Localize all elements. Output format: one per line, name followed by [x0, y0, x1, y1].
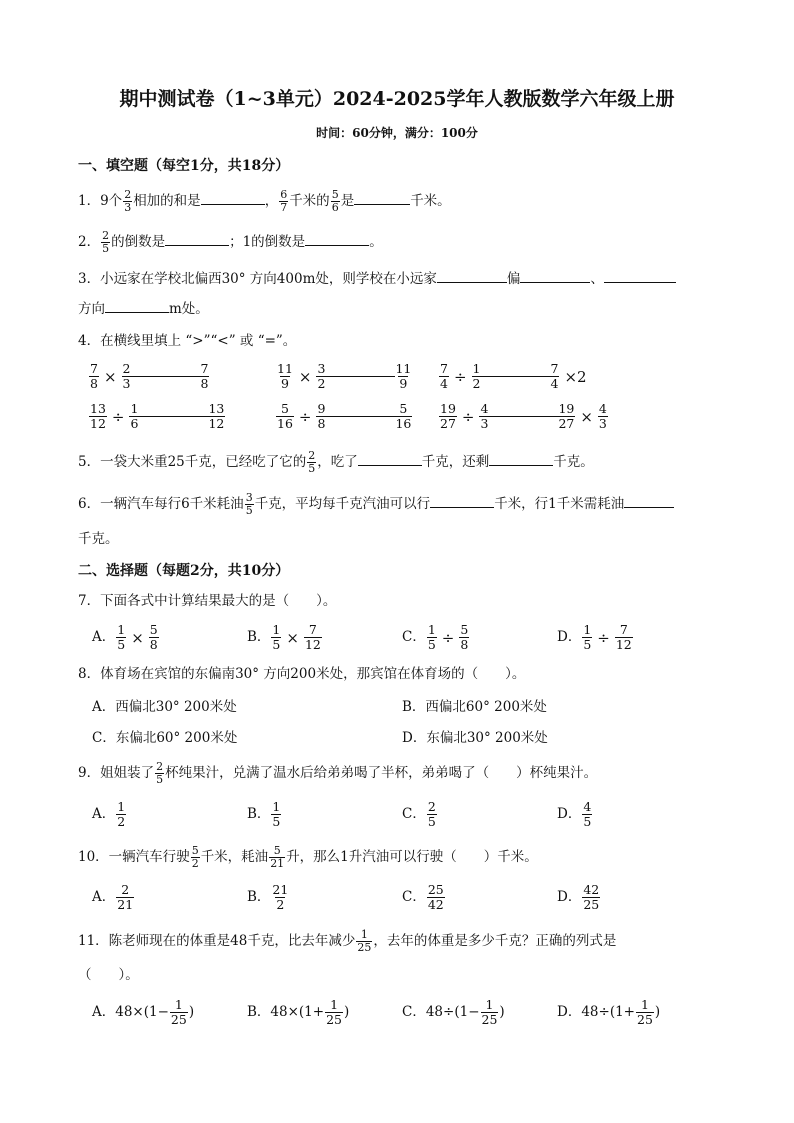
compare-item: $\frac{7}{4}$ ÷ $\frac{1}{2}$ $\frac{7}{4}$ ×2	[440, 361, 587, 391]
fraction: $\frac{7}{8}$	[90, 361, 98, 391]
question-6-cont: 千克。	[78, 531, 119, 547]
question-5: 5．一袋大米重25千克，已经吃了它的 $\frac{2}{5}$ ，吃了 千克，还剩 千克。	[78, 449, 594, 475]
question-8: 8．体育场在宾馆的东偏南30° 方向200米处，那宾馆在体育场的（ ）。	[78, 666, 526, 682]
fraction: $\frac{2}{5}$	[156, 760, 164, 786]
fraction: $\frac{2}{3}$	[124, 188, 132, 214]
choice-option[interactable]: C．东偏北60° 200米处	[92, 730, 238, 746]
question-9: 9．姐姐装了 $\frac{2}{5}$ 杯纯果汁，兑满了温水后给弟弟喝了半杯，弟弟喝了（ ）杯纯果汁。	[78, 760, 598, 786]
fraction: $\frac{2}{21}$	[117, 882, 134, 912]
choice-option[interactable]: D．东偏北30° 200米处	[402, 730, 548, 746]
compare-item: $\frac{19}{27}$ ÷ $\frac{4}{3}$ $\frac{19}{27}$ × $\frac{4}{3}$	[440, 401, 607, 431]
fraction: $\frac{5}{16}$	[395, 401, 412, 431]
section-fill-in: 一、填空题（每空1分，共18分）	[78, 158, 290, 174]
fraction: $\frac{2}{5}$	[427, 799, 436, 829]
question-10: 10．一辆汽车行驶 $\frac{5}{2}$ 千米，耗油 $\frac{5}{21}$ 升，那么1升汽油可以行驶（ ）千米。	[78, 844, 538, 870]
fraction: $\frac{19}{27}$	[440, 401, 456, 431]
choice-option[interactable]: D． $\frac{4}{5}$	[557, 799, 592, 829]
compare-blank[interactable]	[130, 376, 200, 377]
fraction: $\frac{4}{5}$	[583, 799, 592, 829]
answer-blank[interactable]	[437, 268, 507, 283]
choice-option[interactable]: D．48÷(1+ $\frac{1}{25}$ )	[557, 997, 661, 1027]
fraction: $\frac{4}{3}$	[480, 401, 489, 431]
answer-blank[interactable]	[604, 268, 676, 283]
fraction: $\frac{1}{5}$	[272, 799, 281, 829]
choice-option[interactable]: C．48÷(1− $\frac{1}{25}$ )	[402, 997, 505, 1027]
question-7: 7．下面各式中计算结果最大的是（ ）。	[78, 593, 337, 609]
fraction: $\frac{42}{25}$	[583, 882, 600, 912]
choice-option[interactable]: A． $\frac{2}{21}$	[92, 882, 134, 912]
question-6: 6．一辆汽车每行6千米耗油 $\frac{3}{5}$ 千克，平均每千克汽油可以行 千米，行1千米需耗油	[78, 492, 674, 517]
fraction: $\frac{2}{3}$	[122, 361, 131, 391]
choice-option[interactable]: B．西偏北60° 200米处	[402, 699, 547, 715]
fraction: $\frac{1}{25}$	[357, 928, 372, 954]
page-title: 期中测试卷（1~3单元）2024-2025学年人教版数学六年级上册	[119, 88, 675, 110]
compare-item: $\frac{13}{12}$ ÷ $\frac{1}{6}$ $\frac{13}{12}$	[90, 401, 225, 431]
fraction: $\frac{5}{6}$	[331, 188, 339, 214]
question-4: 4．在横线里填上 “>”“<” 或 “=”。	[78, 333, 297, 349]
choice-option[interactable]: A． $\frac{1}{2}$	[92, 799, 126, 829]
answer-blank[interactable]	[520, 268, 590, 283]
fraction: $\frac{19}{27}$	[558, 401, 575, 431]
fraction: $\frac{7}{8}$	[200, 361, 209, 391]
fraction: $\frac{7}{12}$	[615, 622, 632, 652]
fraction: $\frac{1}{25}$	[637, 997, 653, 1027]
question-1: 1．9个 $\frac{2}{3}$ 相加的和是 ， $\frac{6}{7}$ 千米的 $\frac{5}{6}$ 是 千米。	[78, 188, 451, 214]
fraction: $\frac{5}{21}$	[270, 844, 285, 870]
question-11-cont: （ ）。	[78, 967, 139, 983]
compare-item: $\frac{5}{16}$ ÷ $\frac{9}{8}$ $\frac{5}{16}$	[277, 401, 412, 431]
fraction: $\frac{5}{8}$	[149, 622, 158, 652]
choice-option[interactable]: A．西偏北30° 200米处	[92, 699, 237, 715]
fraction: $\frac{1}{25}$	[326, 997, 342, 1027]
fraction: $\frac{11}{9}$	[277, 361, 293, 391]
choice-option[interactable]: B． $\frac{21}{2}$	[247, 882, 289, 912]
question-2: 2． $\frac{2}{5}$ 的倒数是 ；1的倒数是 。	[78, 229, 383, 255]
compare-blank[interactable]	[325, 376, 395, 377]
fraction: $\frac{1}{25}$	[481, 997, 498, 1027]
answer-blank[interactable]	[105, 298, 169, 313]
fraction: $\frac{2}{5}$	[102, 229, 110, 255]
compare-item: $\frac{7}{8}$ × $\frac{2}{3}$ $\frac{7}{8}$	[90, 361, 209, 391]
fraction: $\frac{5}{16}$	[277, 401, 293, 431]
choice-option[interactable]: D． $\frac{42}{25}$	[557, 882, 600, 912]
fraction: $\frac{1}{5}$	[117, 622, 126, 652]
answer-blank[interactable]	[165, 231, 229, 246]
answer-blank[interactable]	[201, 190, 265, 205]
question-3-cont: 方向 m处。	[78, 298, 209, 320]
fraction: $\frac{6}{7}$	[280, 188, 288, 214]
section-choice: 二、选择题（每题2分，共10分）	[78, 563, 290, 579]
fraction: $\frac{7}{4}$	[440, 361, 448, 391]
fraction: $\frac{1}{2}$	[117, 799, 126, 829]
question-3: 3．小远家在学校北偏西30° 方向400m处，则学校在小远家 偏 、	[78, 268, 676, 290]
fraction: $\frac{1}{5}$	[427, 622, 436, 652]
choice-option[interactable]: B．48×(1+ $\frac{1}{25}$ )	[247, 997, 350, 1027]
fraction: $\frac{11}{9}$	[395, 361, 412, 391]
choice-option[interactable]: C． $\frac{2}{5}$	[402, 799, 436, 829]
fraction: $\frac{3}{2}$	[317, 361, 326, 391]
fraction: $\frac{1}{6}$	[130, 401, 139, 431]
choice-option[interactable]: B． $\frac{1}{5}$	[247, 799, 281, 829]
fraction: $\frac{1}{25}$	[170, 997, 187, 1027]
fraction: $\frac{25}{42}$	[427, 882, 444, 912]
choice-option[interactable]: D． $\frac{1}{5}$ ÷ $\frac{7}{12}$	[557, 622, 632, 652]
fraction: $\frac{7}{4}$	[550, 361, 559, 391]
choice-option[interactable]: B． $\frac{1}{5}$ × $\frac{7}{12}$	[247, 622, 321, 652]
choice-option[interactable]: C． $\frac{1}{5}$ ÷ $\frac{5}{8}$	[402, 622, 469, 652]
page-subtitle: 时间：60分钟，满分：100分	[316, 126, 478, 140]
fraction: $\frac{2}{5}$	[308, 449, 316, 475]
compare-item: $\frac{11}{9}$ × $\frac{3}{2}$ $\frac{11}{9}$	[277, 361, 412, 391]
compare-blank[interactable]	[488, 416, 558, 417]
fraction: $\frac{1}{5}$	[583, 622, 592, 652]
answer-blank[interactable]	[489, 451, 553, 466]
compare-blank[interactable]	[138, 416, 208, 417]
compare-blank[interactable]	[480, 376, 550, 377]
fraction: $\frac{21}{2}$	[272, 882, 289, 912]
answer-blank[interactable]	[354, 190, 410, 205]
answer-blank[interactable]	[305, 231, 369, 246]
choice-option[interactable]: A．48×(1− $\frac{1}{25}$ )	[92, 997, 195, 1027]
fraction: $\frac{7}{12}$	[304, 622, 321, 652]
answer-blank[interactable]	[624, 493, 674, 508]
answer-blank[interactable]	[430, 493, 494, 508]
fraction: $\frac{3}{5}$	[245, 491, 253, 517]
fraction: $\frac{1}{2}$	[472, 361, 481, 391]
choice-option[interactable]: A． $\frac{1}{5}$ × $\frac{5}{8}$	[92, 622, 158, 652]
fraction: $\frac{5}{8}$	[460, 622, 469, 652]
fraction: $\frac{4}{3}$	[598, 401, 607, 431]
choice-option[interactable]: C． $\frac{25}{42}$	[402, 882, 444, 912]
question-11: 11．陈老师现在的体重是48千克，比去年减少 $\frac{1}{25}$ ，去年的体重是多少千克？正确的列式是	[78, 928, 617, 954]
fraction: $\frac{9}{8}$	[317, 401, 326, 431]
fraction: $\frac{5}{2}$	[191, 844, 199, 870]
answer-blank[interactable]	[358, 451, 422, 466]
fraction: $\frac{1}{5}$	[272, 622, 281, 652]
fraction: $\frac{13}{12}$	[208, 401, 225, 431]
compare-blank[interactable]	[325, 416, 395, 417]
fraction: $\frac{13}{12}$	[90, 401, 106, 431]
